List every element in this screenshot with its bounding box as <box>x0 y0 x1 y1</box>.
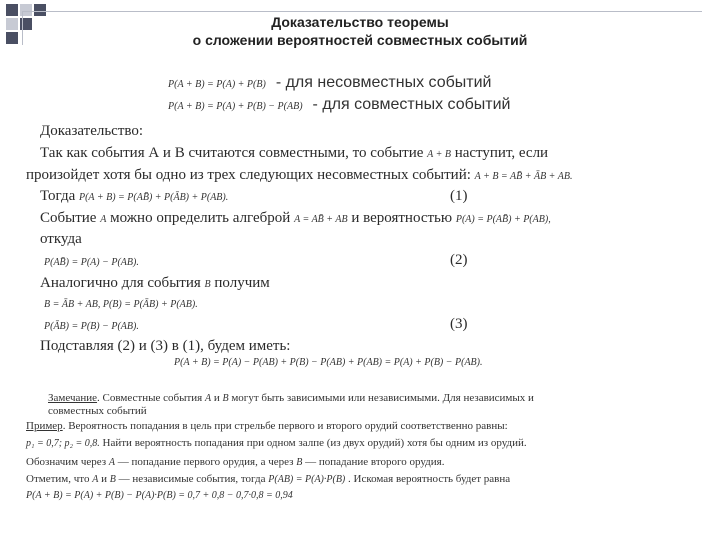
example-line-4-b: B <box>109 474 116 485</box>
proof-line-1-end: наступит, если <box>454 145 549 161</box>
proof-line-7-end: получим <box>214 275 270 291</box>
proof-line-2-text: произойдет хотя бы одно из трех следующих несовместных событий: <box>26 167 471 183</box>
proof-line-3-formula: P(A + B) = P(AB̄) + P(ĀB) + P(AB). <box>78 192 229 203</box>
proof-line-1-text: Так как события А и В считаются совместными, то событие <box>40 145 424 161</box>
proof-line-3-text: Тогда <box>40 188 76 204</box>
proof-line-4 <box>40 210 551 227</box>
formula-row-1 <box>168 74 491 92</box>
proof-line-4-formula-a: A <box>100 214 107 225</box>
formula-disjoint-caption: - для несовместных событий <box>275 74 492 91</box>
title-line-2: о сложении вероятностей совместных событий <box>192 32 528 48</box>
example-line-3-a: A <box>108 457 115 468</box>
proof-line-7-formula: B <box>204 279 211 290</box>
title-line-1: Доказательство теоремы <box>271 14 449 30</box>
remark-label: Замечание <box>48 392 98 404</box>
proof-line-6-formula: P(AB̄) = P(A) − P(AB). <box>44 257 139 268</box>
example-line-4-and: и <box>101 473 107 485</box>
proof-line-4-mid2: и вероятностью <box>351 210 453 226</box>
remark-line-1 <box>48 392 534 404</box>
example-line-3-text: Обозначим через <box>26 456 107 468</box>
proof-line-4-formula-b: A = AB̄ + AB <box>294 214 348 225</box>
remark-text-1: . Совместные события <box>97 392 203 404</box>
proof-line-2-formula: A + B = AB̄ + ĀB + AB. <box>474 171 573 182</box>
example-line-2-formula: p₁ = 0,7; p₂ = 0,8. <box>26 438 100 449</box>
proof-line-4-text: Событие <box>40 210 97 226</box>
example-line-4-formula: P(AB) = P(A)·P(B) <box>268 474 346 485</box>
proof-line-5: откуда <box>40 231 82 247</box>
example-line-1-text: . Вероятность попадания в цель при стрельбе первого и второго орудий соответственно равны: <box>62 420 508 432</box>
example-label: Пример <box>26 420 63 432</box>
remark-line-2: совместных событий <box>48 405 147 417</box>
formula-joint: P(A + B) = P(A) + P(B) − P(AB) <box>168 101 303 112</box>
proof-line-2 <box>26 167 572 184</box>
example-line-4-mid: — независимые события, тогда <box>118 473 266 485</box>
proof-line-3 <box>40 188 228 205</box>
equation-number-2: (2) <box>450 252 468 268</box>
remark-b: B <box>222 393 229 404</box>
example-line-4-a: A <box>92 474 99 485</box>
proof-line-8-formula: B = ĀB + AB, P(B) = P(ĀB) + P(AB). <box>44 299 198 310</box>
example-line-4 <box>26 473 510 485</box>
example-line-4-text: Отметим, что <box>26 473 90 485</box>
proof-line-7 <box>40 275 270 292</box>
example-line-2-text: Найти вероятность попадания при одном залпе (из двух орудий) хотя бы одним из орудий. <box>102 437 527 449</box>
proof-line-9-formula: P(ĀB) = P(B) − P(AB). <box>44 321 139 332</box>
remark-and: и <box>213 392 220 404</box>
remark-text-2: могут быть зависимыми или независимыми. Для независимых и <box>231 392 534 404</box>
proof-line-7-text: Аналогично для события <box>40 275 201 291</box>
example-line-3-mid: — попадание первого орудия, а через <box>117 456 294 468</box>
proof-line-10: Подставляя (2) и (3) в (1), будем иметь: <box>40 338 291 354</box>
formula-joint-caption: - для совместных событий <box>312 96 511 113</box>
top-rule <box>22 11 702 12</box>
example-line-2 <box>26 437 527 449</box>
proof-line-1 <box>40 145 548 162</box>
proof-line-1-formula: A + B <box>427 149 451 160</box>
example-line-3 <box>26 456 444 468</box>
equation-number-3: (3) <box>450 316 468 332</box>
example-line-3-end: — попадание второго орудия. <box>305 456 445 468</box>
slide-title <box>0 13 720 49</box>
proof-line-11-formula: P(A + B) = P(A) − P(AB) + P(B) − P(AB) + P(AB) = P(A) + P(B) − P(AB). <box>174 357 483 368</box>
formula-row-2 <box>168 96 510 114</box>
example-line-5-formula: P(A + B) = P(A) + P(B) − P(A)·P(B) = 0,7 + 0,8 − 0,7·0,8 = 0,94 <box>26 490 293 501</box>
example-line-4-end: . Искомая вероятность будет равна <box>348 473 511 485</box>
proof-heading: Доказательство: <box>40 123 144 139</box>
formula-disjoint: P(A + B) = P(A) + P(B) <box>168 79 266 90</box>
example-line-1 <box>26 420 508 432</box>
example-line-3-b: B <box>296 457 303 468</box>
proof-line-4-formula-c: P(A) = P(AB̄) + P(AB), <box>455 214 551 225</box>
proof-line-4-mid: можно определить алгеброй <box>110 210 291 226</box>
equation-number-1: (1) <box>450 188 468 204</box>
remark-a: A <box>204 393 212 404</box>
